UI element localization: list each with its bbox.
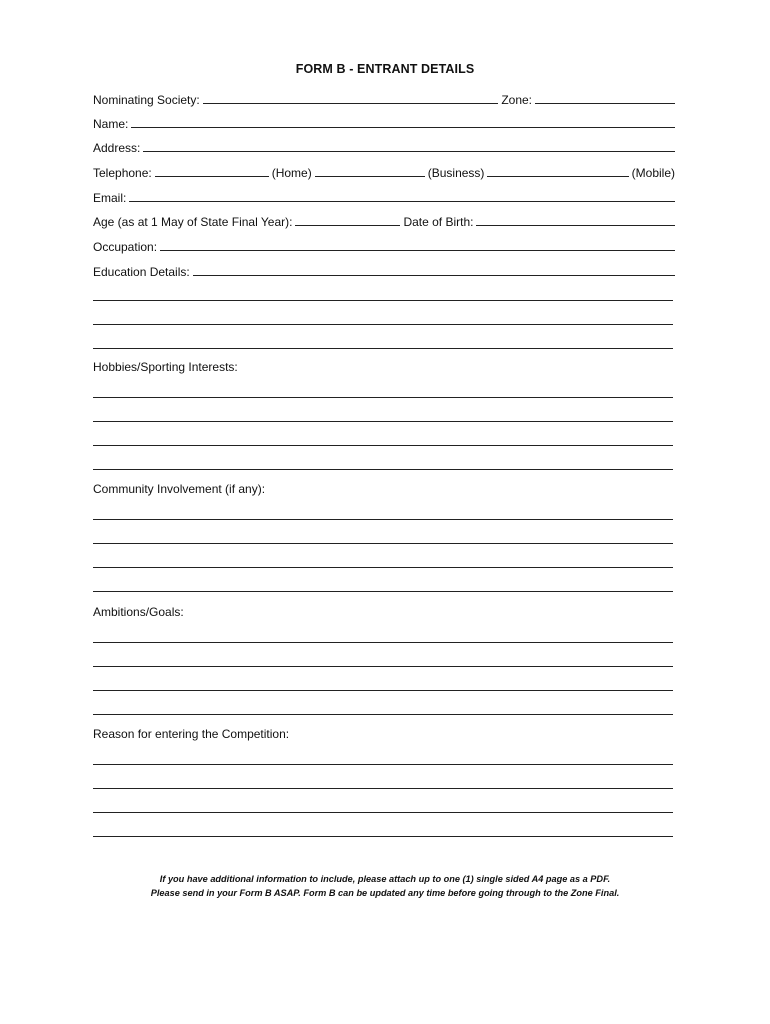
education-row [93, 261, 675, 279]
community-line[interactable] [93, 591, 673, 592]
dob-label: Date of Birth: [403, 215, 474, 229]
hobbies-line[interactable] [93, 397, 673, 398]
ambitions-line[interactable] [93, 690, 673, 691]
occupation-row [93, 236, 675, 254]
home-phone-field[interactable] [155, 176, 269, 177]
ambitions-line[interactable] [93, 714, 673, 715]
address-label: Address: [93, 141, 141, 155]
address-row [93, 137, 675, 155]
reason-line[interactable] [93, 812, 673, 813]
community-line[interactable] [93, 519, 673, 520]
dob-field[interactable] [476, 225, 675, 226]
occupation-label: Occupation: [93, 240, 158, 254]
footer-note-2: Please send in your Form B ASAP. Form B can be updated any time before going through to the Zone Final. [150, 888, 620, 898]
business-label: (Business) [427, 166, 485, 180]
hobbies-line[interactable] [93, 445, 673, 446]
zone-field[interactable] [535, 103, 675, 104]
name-label: Name: [93, 117, 129, 131]
occupation-field[interactable] [160, 250, 675, 251]
email-row [93, 187, 675, 205]
nominating-society-field[interactable] [203, 103, 499, 104]
education-field[interactable] [193, 275, 675, 276]
community-line[interactable] [93, 543, 673, 544]
business-phone-field[interactable] [315, 176, 425, 177]
mobile-label: (Mobile) [631, 166, 675, 180]
age-label: Age (as at 1 May of State Final Year): [93, 215, 293, 229]
nominating-society-label: Nominating Society: [93, 93, 200, 107]
footer-note-1: If you have additional information to include, please attach up to one (1) single sided A4 page as a PDF. [159, 874, 611, 884]
ambitions-line[interactable] [93, 666, 673, 667]
age-dob-row [93, 211, 675, 229]
telephone-row [93, 162, 675, 180]
reason-line[interactable] [93, 764, 673, 765]
education-line[interactable] [93, 324, 673, 325]
email-field[interactable] [129, 201, 675, 202]
nominating-society-row [93, 89, 675, 107]
hobbies-line[interactable] [93, 469, 673, 470]
ambitions-heading: Ambitions/Goals: [93, 605, 184, 619]
mobile-phone-field[interactable] [487, 176, 628, 177]
home-label: (Home) [271, 166, 312, 180]
name-field[interactable] [131, 127, 675, 128]
community-line[interactable] [93, 567, 673, 568]
education-line[interactable] [93, 348, 673, 349]
telephone-label: Telephone: [93, 166, 152, 180]
reason-line[interactable] [93, 788, 673, 789]
zone-label: Zone: [501, 93, 532, 107]
email-label: Email: [93, 191, 127, 205]
community-heading: Community Involvement (if any): [93, 482, 266, 496]
name-row [93, 113, 675, 131]
hobbies-heading: Hobbies/Sporting Interests: [93, 360, 238, 374]
address-field[interactable] [143, 151, 675, 152]
reason-heading: Reason for entering the Competition: [93, 727, 290, 741]
ambitions-line[interactable] [93, 642, 673, 643]
education-label: Education Details: [93, 265, 190, 279]
reason-line[interactable] [93, 836, 673, 837]
education-line[interactable] [93, 300, 673, 301]
age-field[interactable] [295, 225, 400, 226]
form-title: FORM B - ENTRANT DETAILS [295, 62, 475, 76]
hobbies-line[interactable] [93, 421, 673, 422]
